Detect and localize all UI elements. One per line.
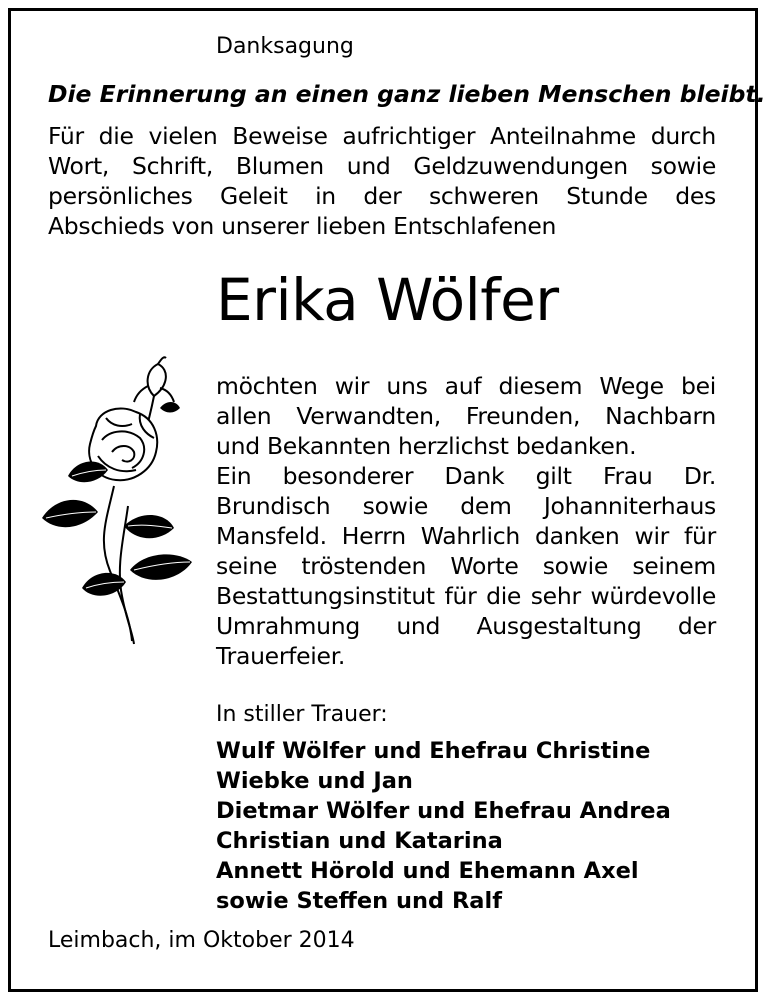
body-line: Brundisch sowie dem Johanniterhaus xyxy=(216,492,716,520)
deceased-name: Erika Wölfer xyxy=(216,266,559,334)
family-line: Dietmar Wölfer und Ehefrau Andrea xyxy=(216,798,671,824)
body-line: Ein besonderer Dank gilt Frau Dr. xyxy=(216,462,716,490)
body-line: möchten wir uns auf diesem Wege bei xyxy=(216,372,716,400)
intro-line: Für die vielen Beweise aufrichtiger Anteilnahme durch xyxy=(48,122,716,150)
intro-paragraph xyxy=(48,121,716,241)
thanks-paragraph xyxy=(216,371,716,671)
body-line: und Bekannten herzlichst bedanken. xyxy=(216,432,637,460)
family-line: Wulf Wölfer und Ehefrau Christine xyxy=(216,738,651,764)
body-line: Bestattungsinstitut für die sehr würdevolle xyxy=(216,582,716,610)
family-line: Wiebke und Jan xyxy=(216,768,413,794)
family-line: Annett Hörold und Ehemann Axel xyxy=(216,858,639,884)
body-line: seine tröstenden Worte sowie seinem xyxy=(216,552,716,580)
intro-line: persönliches Geleit in der schweren Stunde des xyxy=(48,182,716,210)
body-line: allen Verwandten, Freunden, Nachbarn xyxy=(216,402,716,430)
body-line: Trauerfeier. xyxy=(216,642,346,670)
notice-heading: Danksagung xyxy=(216,34,354,59)
intro-line: Abschieds von unserer lieben Entschlafenen xyxy=(48,212,557,240)
rose-icon xyxy=(36,356,196,646)
intro-line: Wort, Schrift, Blumen und Geldzuwendungen sowie xyxy=(48,152,716,180)
body-line: Umrahmung und Ausgestaltung der xyxy=(216,612,716,640)
mourning-label: In stiller Trauer: xyxy=(216,702,388,727)
place-date: Leimbach, im Oktober 2014 xyxy=(48,928,355,953)
family-list xyxy=(216,736,671,916)
family-line: Christian und Katarina xyxy=(216,828,503,854)
body-line: Mansfeld. Herrn Wahrlich danken wir für xyxy=(216,522,716,550)
notice-motto: Die Erinnerung an einen ganz lieben Menschen bleibt. xyxy=(48,80,766,108)
family-line: sowie Steffen und Ralf xyxy=(216,888,502,914)
